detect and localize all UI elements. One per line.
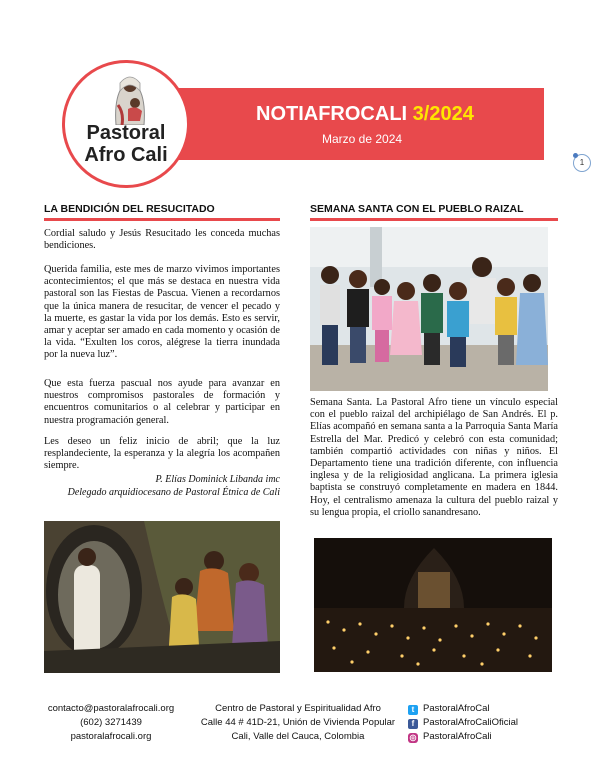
candlelight-mass-photo [314,538,552,672]
page-marker-dot [573,153,578,158]
center-name: Centro de Pastoral y Espiritualidad Afro [215,703,381,714]
left-section-heading: LA BENDICIÓN DEL RESUCITADO [44,203,215,215]
signature-name: P. Elías Dominick Libanda imc [155,474,280,485]
issue-number: 3/2024 [412,103,474,125]
pastoral-afro-logo [62,60,190,188]
greeting-paragraph: Cordial saludo y Jesús Resucitado les conceda muchas bendiciones. [44,228,280,252]
easter-paragraph: Querida familia, este mes de marzo vivimos importantes acontecimientos; el que más se destaca en nuestra vida pastoral son las Fiestas de Pascua. Vienen a recordarnos que la única manera de resucitar, de vencer el pecado y la muerte, es gastar la vida por los demás. Esto es servir, amar y aceptar ser amado en cada momento y ocasión de la vida. “Exulten los coros, alégrese la tierra inundada por la nueva luz”. [44,264,280,361]
facebook-handle: PastoralAfroCaliOficial [423,717,519,728]
raizal-paragraph: Semana Santa. La Pastoral Afro tiene un vínculo especial con el pueblo raizal del archipiélago de San Andrés. El p. Elías acompañó en semana santa a la Parroquia Santa María Estrella del Mar. Predicó y celebró con esta comunidad; también compartió actividades con niñas y niños. El Departamento tiene una tradición diferente, con influencia inglesa y de la religiosidad anglicana. La primera iglesia baptista se construyó completamente en madera en 1844. Hoy, el centralismo amenaza la cultura del pueblo raizal y su lengua propia, el criollo sanandresano. [310,397,558,518]
twitter-handle: PastoralAfroCal [423,703,490,714]
newsletter-title: NOTIAFROCALI 3/2024 [256,103,474,125]
contact-website-link[interactable]: pastoralafrocali.org [70,731,152,742]
facebook-icon: f [408,719,418,729]
resurrection-painting-image [44,521,280,673]
center-street: Calle 44 # 41D-21, Unión de Vivienda Popular [200,717,396,728]
commitment-paragraph: Que esta fuerza pascual nos ayude para avanzar en nuestros compromisos pastorales de formación y encuentros comunitarios o al celebrar y participar en nuestra programación general. [44,378,280,426]
issue-date: Marzo de 2024 [322,132,403,146]
twitter-icon: t [408,705,418,715]
right-heading-rule [310,218,558,221]
children-group-photo [310,227,548,391]
footer-address [192,702,404,744]
footer-contact [36,702,186,744]
signature-role: Delegado arquidiocesano de Pastoral Étnica de Cali [67,487,280,498]
page-number: 1 [573,154,591,172]
instagram-link[interactable] [408,730,492,744]
madonna-child-icon [108,69,152,125]
contact-email-link[interactable]: contacto@pastoralafrocali.org [47,703,175,714]
instagram-icon: ◎ [409,733,417,742]
logo-text-line2: Afro Cali [84,144,168,166]
wishes-paragraph: Les deseo un feliz inicio de abril; que la luz resplandeciente, la esperanza y la alegría los acompañen siempre. [44,436,280,472]
facebook-link[interactable] [408,716,518,730]
twitter-link[interactable] [408,702,490,716]
logo-text-line1: Pastoral [86,122,166,144]
instagram-handle: PastoralAfroCali [423,731,492,742]
right-section-heading: SEMANA SANTA CON EL PUEBLO RAIZAL [310,203,524,215]
contact-phone: (602) 3271439 [80,717,142,728]
center-city: Cali, Valle del Cauca, Colombia [231,731,365,742]
left-heading-rule [44,218,280,221]
